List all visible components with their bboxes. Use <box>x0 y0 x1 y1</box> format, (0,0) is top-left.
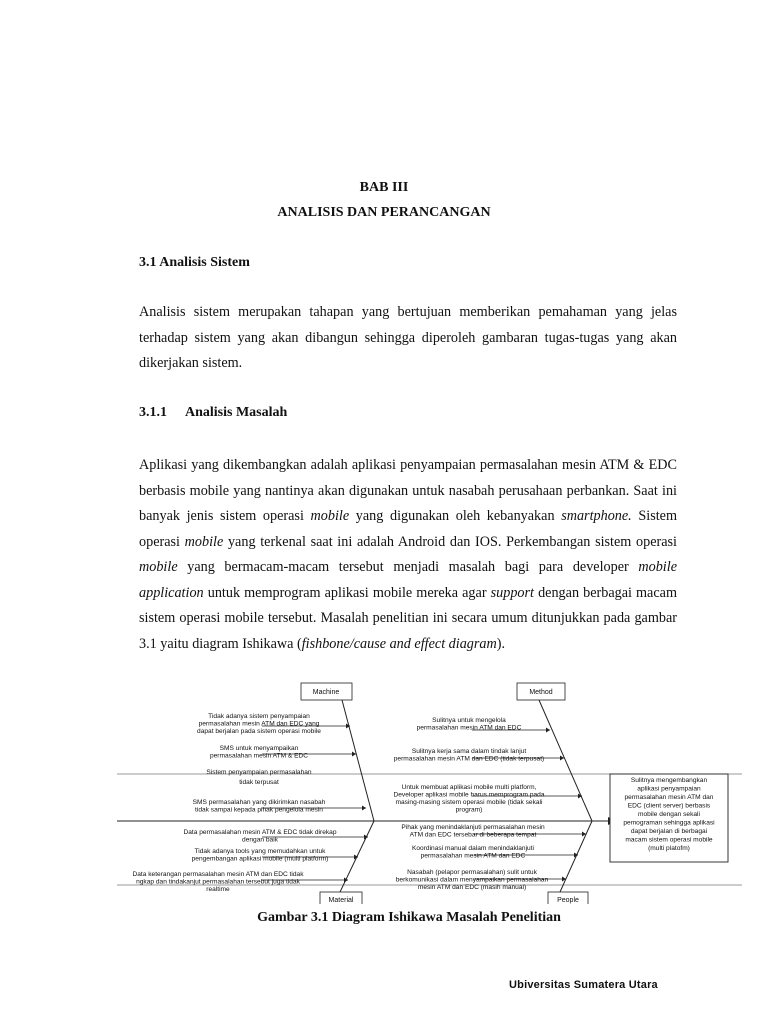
method-cause: Sulitnya kerja sama dalam tindak lanjut permasalahan mesin ATM dan EDC (tidak terpusat) <box>393 748 545 763</box>
method-cause-arrow-head <box>546 728 550 733</box>
material-cause: Data keterangan permasalahan mesin ATM dan EDC tidak ngkap dan tindakanjut permasalahan tersebut juga tidak realtime <box>132 871 304 893</box>
subsection-number: 3.1.1 <box>139 405 167 420</box>
people-cause: Nasabah (pelapor permasalahan) sulit untuk berkomunikasi dalam menyampaikan permasalahan mesin ATM dan EDC (masih manual) <box>395 869 549 891</box>
machine-cause-arrow-head <box>362 806 366 811</box>
paragraph-run: dengan berbagai macam sistem operasi mobile tersebut. Masalah penelitian ini secara umum ditunjukkan pada gambar 3.1 yaitu diagram Ishikawa ( <box>139 584 677 652</box>
cause-group <box>132 713 586 893</box>
material-cause-arrow-head <box>344 878 348 883</box>
subsection-paragraph <box>139 453 677 657</box>
italic-term: mobile application <box>139 559 677 601</box>
ishikawa-diagram <box>112 674 742 904</box>
people-bone <box>560 821 592 892</box>
section-heading: 3.1 Analisis Sistem <box>139 255 250 270</box>
italic-term: smartphone. <box>561 508 632 524</box>
paragraph-run: untuk memprogram aplikasi mobile mereka agar <box>203 584 491 601</box>
paragraph-run: yang bermacam-macam tersebut menjadi masalah bagi para developer <box>177 559 639 575</box>
chapter-label: BAB III <box>359 180 409 195</box>
machine-label: Machine <box>312 689 340 696</box>
people-cause: Koordinasi manual dalam menindaklanjuti permasalahan mesin ATM dan EDC <box>411 845 535 860</box>
machine-bone <box>342 700 374 821</box>
method-cause: Untuk membuat aplikasi mobile multi platform, Developer aplikasi mobile harus memprogram pada masing-masing sistem operasi mobile (tidak sekali program) <box>393 784 545 814</box>
machine-cause: SMS untuk menyampaikan permasalahan mesin ATM & EDC <box>209 745 309 760</box>
machine-cause: Tidak adanya sistem penyampaian permasalahan mesin ATM dan EDC yang dapat berjalan pada sistem operasi mobile <box>197 713 321 735</box>
chapter-title: ANALISIS DAN PERANCANGAN <box>277 205 491 220</box>
method-label: Method <box>529 689 553 696</box>
material-label: Material <box>328 897 354 904</box>
people-label: People <box>557 897 579 904</box>
effect-statement: Sulitnya mengembangkan aplikasi penyampaian permasalahan mesin ATM dan EDC (client server) berbasis mobile dengan sekali pemograman sehingga aplikasi dapat berjalan di berbagai macam sistem operasi mobile (multi platofm) <box>623 777 715 852</box>
machine-cause: SMS permasalahan yang dikirimkan nasabah tidak sampai kepada pihak pengelola mesin <box>192 799 326 814</box>
paragraph-run: Sistem operasi <box>139 508 677 550</box>
italic-term: fishbone/cause and effect diagram <box>301 635 497 652</box>
material-box <box>320 892 362 904</box>
italic-term: support <box>490 584 534 601</box>
paragraph-run: yang terkenal saat ini adalah Android dan IOS. Perkembangan sistem operasi <box>223 533 677 550</box>
method-bone <box>539 700 592 821</box>
subsection-title: Analisis Masalah <box>185 405 288 420</box>
italic-term: mobile <box>310 508 350 524</box>
italic-term: mobile <box>184 533 224 550</box>
machine-cause: tidak terpusat <box>239 779 279 786</box>
people-box <box>548 892 588 904</box>
figure-caption: Gambar 3.1 Diagram Ishikawa Masalah Penelitian <box>257 910 561 925</box>
people-cause: Pihak yang menindaklanjuti permasalahan mesin ATM dan EDC tersebar di beberapa tempat <box>401 824 545 839</box>
paragraph-run: ). <box>496 635 506 652</box>
subsection-heading <box>139 405 287 421</box>
paragraph-run: yang digunakan oleh kebanyakan <box>349 508 562 524</box>
italic-term: mobile <box>139 559 178 575</box>
section-paragraph: Analisis sistem merupakan tahapan yang bertujuan memberikan pemahaman yang jelas terhadap sistem yang akan dibangun sehingga diperoleh gambaran tugas-tugas yang akan dikerjakan sistem. <box>139 304 677 371</box>
paragraph-run: Aplikasi yang dikembangkan adalah aplikasi penyampaian permasalahan mesin ATM & EDC berbasis mobile yang nantinya akan digunakan untuk nasabah perusahaan perbankan. Saat ini banyak jenis sistem operasi <box>139 457 677 524</box>
machine-cause: Sistem penyampaian permasalahan <box>206 769 312 776</box>
material-cause: Tidak adanya tools yang memudahkan untuk pengembangan aplikasi mobile (multi platform) <box>191 848 329 863</box>
page-footer: Ubiversitas Sumatera Utara <box>509 979 658 991</box>
material-cause: Data permasalahan mesin ATM & EDC tidak direkap dengan baik <box>183 829 337 844</box>
method-box <box>517 683 565 700</box>
method-cause: Sulitnya untuk mengelola permasalahan mesin ATM dan EDC <box>416 717 522 732</box>
machine-box <box>301 683 352 700</box>
